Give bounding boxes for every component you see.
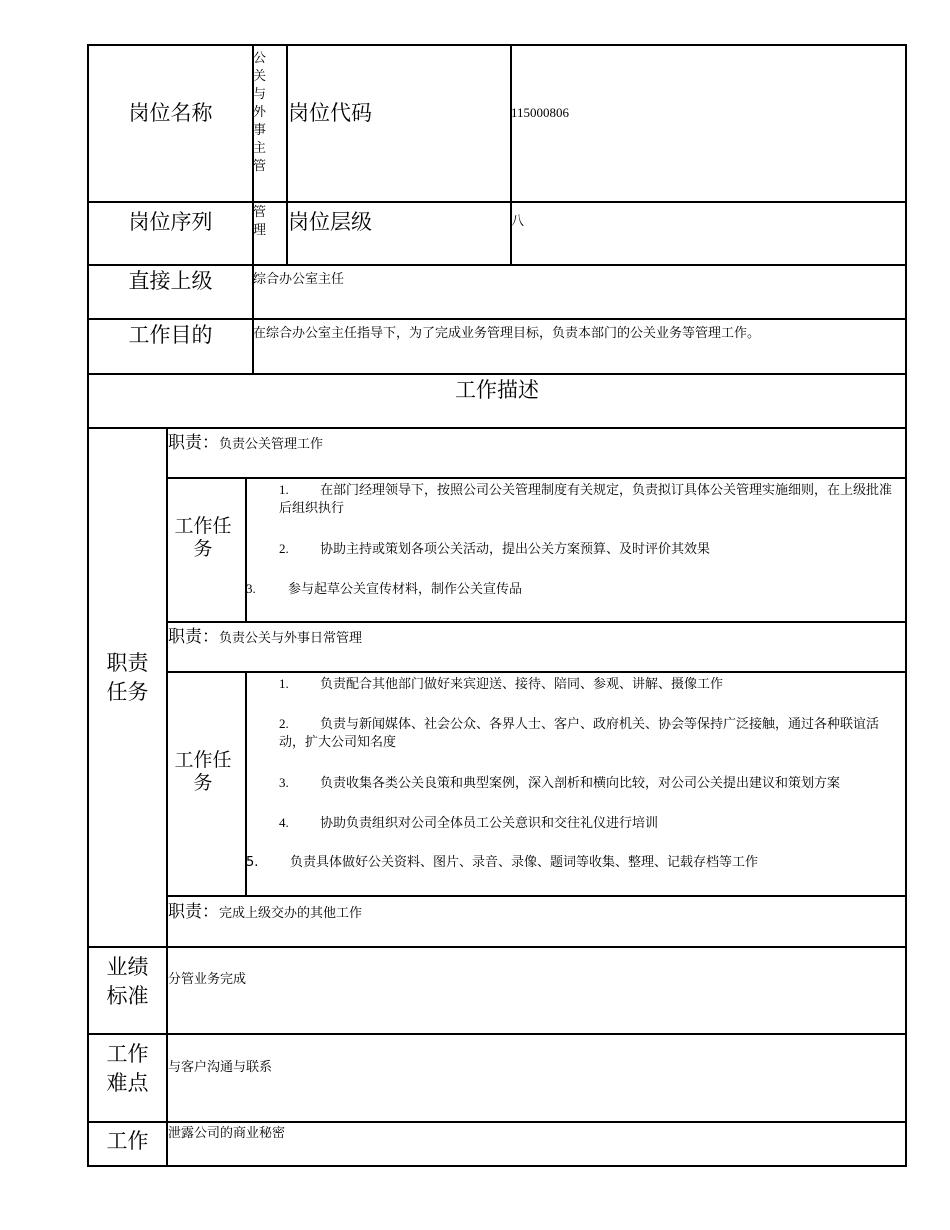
purpose-value: 在综合办公室主任指导下，为了完成业务管理目标，负责本部门的公关业务等管理工作。 [253,326,761,341]
superior-label: 直接上级 [128,269,213,293]
table-border-bottom [87,1165,907,1167]
task-number: 4. [279,815,289,830]
post-code-value: 115000806 [511,105,570,120]
performance-label [89,953,166,1011]
tasks-label: 工作任务 [174,515,232,560]
duties-label-line2: 任务 [106,680,149,704]
post-name-value: 公关与外事主管 [253,51,267,174]
superior-value: 综合办公室主任 [253,272,345,287]
duty-title: 完成上级交办的其他工作 [219,906,363,921]
difficulty-label-line1: 工作 [106,1042,149,1066]
task-item [279,774,895,793]
duty-heading [168,626,362,650]
task-text: 参与起草公关宣传材料，制作公关宣传品 [288,582,523,597]
task-item [246,580,896,599]
row-divider [87,1033,907,1035]
duty-heading [168,901,362,925]
task-item [279,540,895,559]
row-divider [87,318,907,320]
table-border-right [905,44,907,1167]
task-text: 负责与新闻媒体、社会公众、各界人士、客户、政府机关、协会等保持广泛接触，通过各种联谊活动，扩大公司知名度 [279,717,880,750]
description-title: 工作描述 [455,378,539,402]
task-item [246,854,896,872]
duty-prefix: 职责： [168,902,219,922]
row-divider [166,477,907,479]
task-number: 2. [279,716,289,731]
task-number: 2. [279,541,289,556]
task-number: 3. [246,581,256,596]
row-divider [166,671,907,673]
duty-prefix: 职责： [168,433,219,453]
last-row-label: 工作 [106,1129,149,1153]
post-name-label: 岗位名称 [128,101,213,125]
task-item [279,715,895,752]
post-seq-value: 管理 [253,205,267,238]
col-divider [510,44,512,265]
task-text: 协助主持或策划各项公关活动，提出公关方案预算、及时评价其效果 [320,542,711,557]
difficulty-label [89,1040,166,1098]
task-item [279,814,895,833]
duty-prefix: 职责： [168,627,219,647]
row-divider [166,621,907,623]
task-text: 负责具体做好公关资料、图片、录音、录像、题词等收集、整理、记载存档等工作 [290,855,759,870]
post-level-value: 八 [511,214,525,229]
purpose-label: 工作目的 [128,323,213,347]
row-divider [166,895,907,897]
duties-label [89,649,166,707]
tasks-label: 工作任务 [174,749,232,794]
performance-value: 分管业务完成 [168,972,247,987]
col-divider [245,477,247,622]
task-text: 负责配合其他部门做好来宾迎送、接待、陪同、参观、讲解、摄像工作 [320,677,724,692]
row-divider [87,373,907,375]
task-item [279,481,895,518]
row-divider [87,427,907,429]
duty-heading [168,432,323,456]
performance-label-line1: 业绩 [106,955,149,979]
duties-label-line1: 职责 [106,651,149,675]
difficulty-label-line2: 难点 [106,1071,149,1095]
task-number: 1. [279,676,289,691]
duty-title: 负责公关与外事日常管理 [219,631,363,646]
difficulty-value: 与客户沟通与联系 [168,1060,273,1075]
task-number: 5. [246,855,259,870]
last-row-value: 泄露公司的商业秘密 [168,1126,286,1141]
row-divider [87,264,907,266]
duty-title: 负责公关管理工作 [219,437,324,452]
task-number: 3. [279,775,289,790]
performance-label-line2: 标准 [106,984,149,1008]
task-text: 负责收集各类公关良策和典型案例，深入剖析和横向比较，对公司公关提出建议和策划方案 [320,776,841,791]
task-number: 1. [279,482,289,497]
task-text: 协助负责组织对公司全体员工公关意识和交往礼仪进行培训 [320,816,659,831]
row-divider [87,1121,907,1123]
table-border-top [87,44,907,46]
task-text: 在部门经理领导下，按照公司公关管理制度有关规定，负责拟订具体公关管理实施细则，在上级批准后组织执行 [279,483,893,516]
row-divider [87,946,907,948]
post-seq-label: 岗位序列 [128,210,213,234]
post-level-label: 岗位层级 [288,210,372,234]
row-divider [87,201,907,203]
task-item [279,675,895,694]
post-code-label: 岗位代码 [288,101,372,125]
